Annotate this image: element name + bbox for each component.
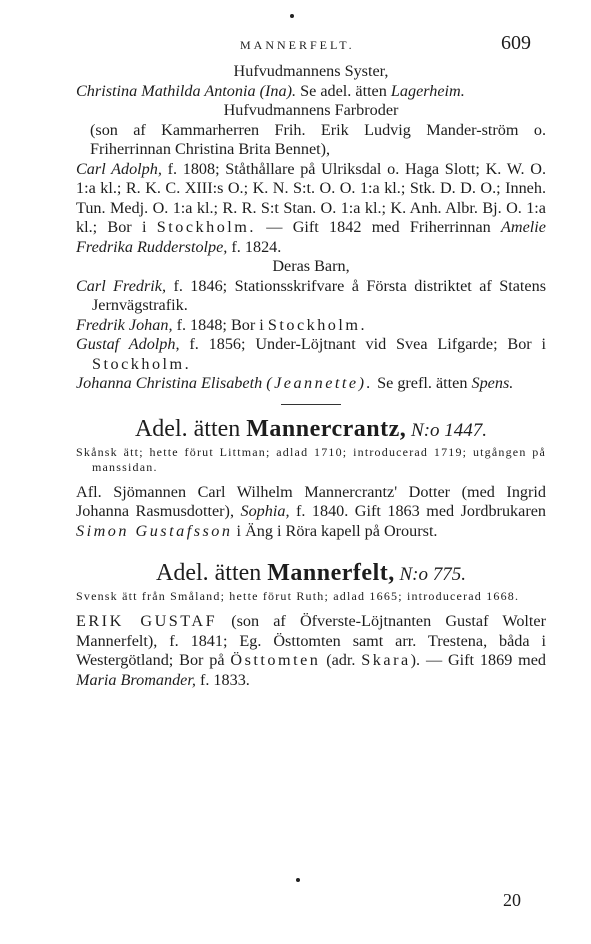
sister-entry bbox=[76, 82, 546, 102]
child-city: Stockholm. bbox=[92, 354, 192, 373]
child-name: Carl Fredrik, bbox=[76, 276, 167, 295]
family-entry-name: Sophia, bbox=[240, 502, 290, 520]
sister-name: Christina Mathilda Antonia (Ina). bbox=[76, 81, 297, 100]
section-divider bbox=[281, 404, 341, 405]
uncle-spouse: Amelie Fredrika Rudderstolpe, bbox=[76, 218, 546, 256]
uncle-parentage: (son af Kammarherren Frih. Erik Ludvig Mander-ström o. Friherrinnan Christina Brita Bennet), bbox=[90, 120, 546, 158]
family-heading-mannercrantz bbox=[76, 415, 546, 445]
family-entry-text: f. 1833. bbox=[195, 670, 250, 689]
family-name: Mannercrantz, bbox=[246, 415, 407, 442]
family-prefix: Adel. ätten bbox=[134, 415, 247, 442]
uncle-spouse-birth: f. 1824. bbox=[227, 237, 282, 256]
family-entry bbox=[76, 612, 546, 690]
family-entry-text: ). — Gift 1869 med bbox=[410, 651, 547, 669]
page-mark bbox=[296, 878, 300, 882]
child-name: Gustaf Adolph, bbox=[76, 335, 180, 353]
uncle-city: Stockholm. bbox=[156, 218, 256, 236]
child-text: f. 1846; Stationsskrifvare å Första distriktet af Statens Jernvägstrafik. bbox=[92, 276, 546, 314]
sister-text: Se adel. ätten bbox=[296, 81, 391, 100]
family-entry-text: (adr. bbox=[320, 651, 362, 669]
family-entry bbox=[76, 483, 546, 542]
uncle-name: Carl Adolph, bbox=[76, 159, 162, 178]
child-text: f. 1856; Under-Löjtnant vid Svea Lifgarde; Bor i bbox=[179, 335, 547, 353]
child-ref: Spens. bbox=[471, 374, 514, 392]
child-entry bbox=[76, 335, 546, 374]
child-nickname: (Jeannette). bbox=[266, 374, 374, 392]
sister-ref: Lagerheim. bbox=[390, 81, 465, 100]
family-name: Mannerfelt, bbox=[267, 560, 395, 586]
family-prefix: Adel. ätten bbox=[155, 560, 268, 586]
family-entry-place: Östtomten bbox=[230, 651, 321, 669]
family-number: N:o 1447. bbox=[406, 419, 488, 441]
family-entry-spouse: Simon Gustafsson bbox=[76, 521, 233, 540]
child-text: f. 1848; Bor i bbox=[172, 315, 268, 334]
family-entry-text: f. 1840. Gift 1863 med Jordbrukaren bbox=[289, 502, 546, 520]
uncle-bio: f. 1808; Ståthållare på Ulriksdal o. Haga Slott; K. W. O. 1:a kl.; R. K. C. XIII:s O.; K. N. S:t. O. O. 1:a kl.; Stk. D. D. O.; Inneh. Tun. Medj. O. 1:a kl.; R. R. S:t Stan. O. 1:a kl.; K. Anh. Albr. Bj. O. 1:a kl.; Bor i bbox=[76, 159, 547, 236]
page-content bbox=[76, 62, 546, 690]
child-entry bbox=[76, 277, 546, 316]
child-entry bbox=[76, 316, 546, 336]
children-heading: Deras Barn, bbox=[272, 257, 350, 275]
family-entry-text: Afl. Sjömannen Carl Wilhelm Mannercrantz' Dotter (med Ingrid Johanna Rasmusdotter), bbox=[76, 482, 546, 520]
page-header bbox=[70, 32, 531, 55]
uncle-entry bbox=[76, 160, 546, 258]
page-number: 609 bbox=[501, 32, 531, 54]
child-name: Johanna Christina Elisabeth bbox=[76, 374, 263, 392]
family-number: N:o 775. bbox=[394, 564, 466, 585]
child-entry bbox=[76, 374, 546, 394]
family-note: Skånsk ätt; hette förut Littman; adlad 1710; introducerad 1719; utgången på manssidan. bbox=[76, 444, 546, 474]
family-entry-city: Skara bbox=[361, 651, 411, 669]
family-entry-text: (son af Öfverste-Löjtnanten Gustaf Wolter Mannerfelt), f. 1841; Eg. Östtomten samt arr. Trestena, båda i Westergötland; Bor på bbox=[76, 612, 546, 669]
family-heading-mannerfelt bbox=[76, 559, 546, 589]
sister-heading: Hufvudmannens Syster, bbox=[233, 62, 389, 80]
child-city: Stockholm. bbox=[267, 315, 368, 334]
running-head: MANNERFELT. bbox=[240, 38, 355, 52]
uncle-marriage: — Gift 1842 med Friherrinnan bbox=[255, 218, 502, 236]
page-mark bbox=[290, 14, 294, 18]
signature-mark: 20 bbox=[503, 890, 521, 910]
family-note: Svensk ätt från Småland; hette förut Ruth; adlad 1665; introducerad 1668. bbox=[76, 589, 520, 603]
uncle-heading: Hufvudmannens Farbroder bbox=[223, 101, 399, 119]
child-name: Fredrik Johan, bbox=[76, 315, 173, 334]
family-entry-text: i Äng i Röra kapell på Orourst. bbox=[232, 521, 438, 540]
family-entry-spouse: Maria Bromander, bbox=[76, 670, 196, 689]
family-entry-name: ERIK GUSTAF bbox=[76, 612, 218, 630]
child-text: Se grefl. ätten bbox=[373, 374, 472, 392]
